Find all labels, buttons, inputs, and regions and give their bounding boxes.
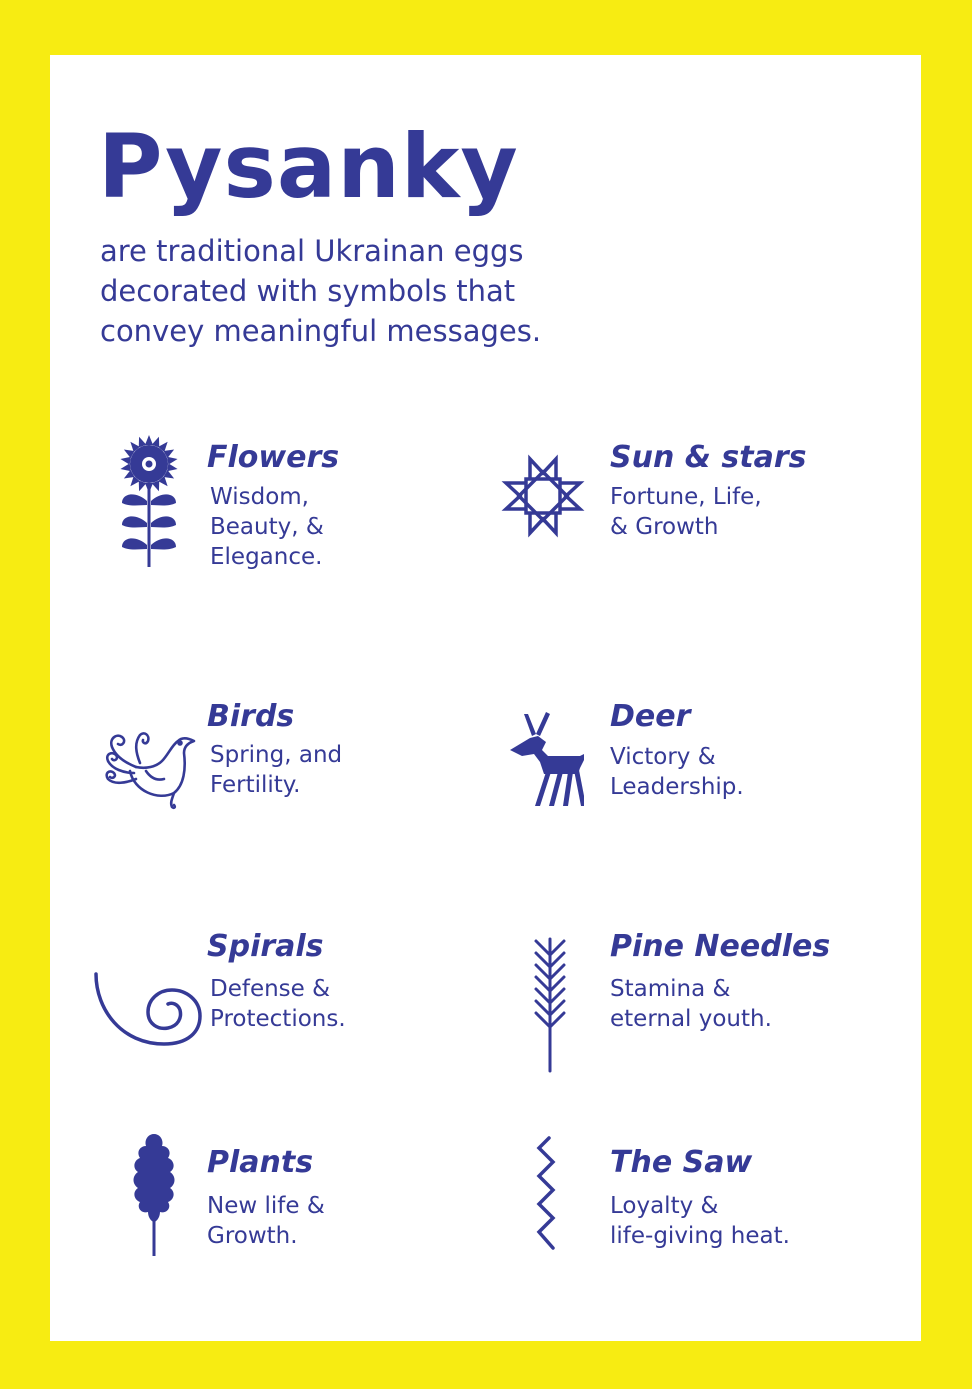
symbol-description-line: & Growth [610, 514, 719, 540]
symbol-description-line: Leadership. [610, 774, 744, 800]
symbol-description-line: Beauty, & [210, 514, 324, 540]
symbol-the-saw [480, 1130, 920, 1320]
symbol-heading: Sun & stars [610, 440, 807, 475]
symbol-spirals [50, 925, 480, 1115]
deer-icon [506, 710, 584, 806]
symbol-description-line: Protections. [210, 1006, 346, 1032]
symbol-description-line: Elegance. [210, 544, 323, 570]
symbol-description-line: Fertility. [210, 772, 301, 798]
symbol-description [210, 740, 342, 800]
poster-card [50, 55, 921, 1341]
symbol-description-line: Wisdom, [210, 484, 309, 510]
symbol-heading: Birds [207, 699, 295, 734]
symbol-heading: Flowers [207, 440, 340, 475]
symbol-description-line: Victory & [610, 744, 716, 770]
intro-line: are traditional Ukrainan eggs [100, 234, 524, 268]
symbol-heading: Pine Needles [610, 929, 831, 964]
symbol-description-line: eternal youth. [610, 1006, 772, 1032]
pine-needles-icon [530, 935, 570, 1075]
star-icon [500, 453, 586, 539]
intro-text [100, 231, 660, 351]
symbol-heading: Deer [610, 699, 691, 734]
symbol-description-line: Spring, and [210, 742, 343, 768]
symbol-description-line: Fortune, Life, [610, 484, 762, 510]
symbol-deer [480, 695, 920, 885]
symbol-description [610, 742, 744, 802]
symbol-birds [50, 695, 480, 885]
symbol-description [210, 974, 346, 1034]
symbol-description [210, 482, 324, 572]
saw-zigzag-icon [535, 1136, 565, 1254]
symbol-description-line: New life & [207, 1193, 325, 1219]
symbol-flowers [50, 435, 480, 635]
sunflower-icon [116, 435, 186, 570]
symbol-description [610, 1191, 790, 1251]
symbol-plants [50, 1130, 480, 1320]
symbol-description-line: Stamina & [610, 976, 731, 1002]
symbol-pine-needles [480, 925, 920, 1115]
spiral-icon [92, 970, 202, 1050]
symbol-description [610, 974, 772, 1034]
symbol-description [610, 482, 762, 542]
symbol-description-line: Defense & [210, 976, 331, 1002]
symbol-heading: The Saw [610, 1145, 753, 1180]
symbol-heading: Spirals [207, 929, 324, 964]
symbol-description-line: Loyalty & [610, 1193, 719, 1219]
intro-line: decorated with symbols that [100, 274, 516, 308]
intro-line: convey meaningful messages. [100, 314, 542, 348]
bird-icon [100, 727, 196, 811]
symbol-description-line: Growth. [207, 1223, 298, 1249]
symbol-sun-and-stars [480, 435, 920, 635]
symbol-heading: Plants [207, 1145, 314, 1180]
oak-leaf-icon [126, 1132, 182, 1256]
symbol-description-line: life-giving heat. [610, 1223, 790, 1249]
symbol-description [207, 1191, 325, 1251]
poster-title: Pysanky [98, 115, 519, 218]
